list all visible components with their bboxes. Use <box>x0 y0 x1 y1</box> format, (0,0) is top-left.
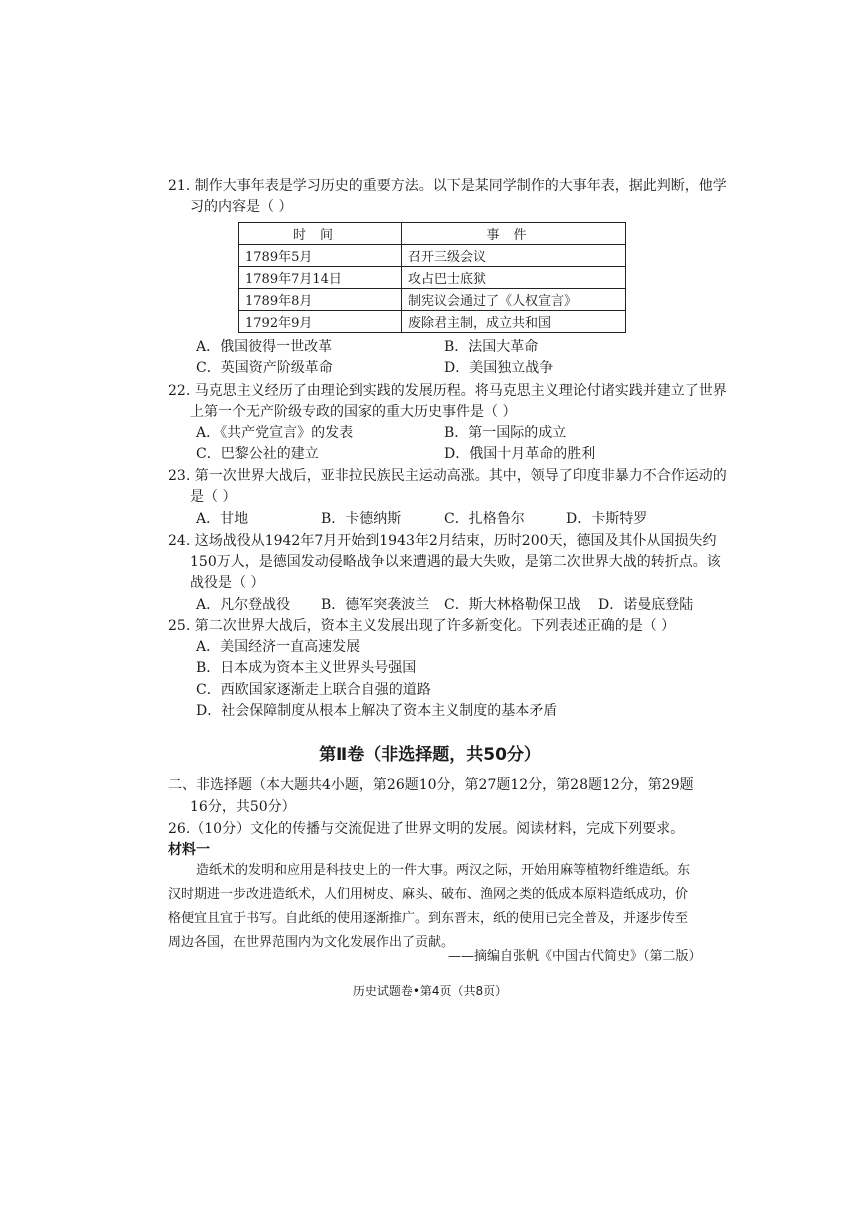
q23-option-d: D．卡斯特罗 <box>566 511 648 527</box>
q23-stem-line2: 是（ ） <box>190 489 237 505</box>
material-source: ——摘编自张帆《中国古代简史》（第二版） <box>448 949 702 964</box>
q26-stem: 26.（10分）文化的传播与交流促进了世界文明的发展。阅读材料，完成下列要求。 <box>168 821 685 837</box>
q21-stem-line1: 21. 制作大事年表是学习历史的重要方法。以下是某同学制作的大事年表，据此判断，他学 <box>168 178 727 194</box>
table-cell-event: 攻占巴士底狱 <box>402 267 626 289</box>
table-row <box>239 245 626 267</box>
q21-stem-line2: 习的内容是（ ） <box>190 199 293 215</box>
section-ii-heading-line1: 二、非选择题（本大题共4小题，第26题10分，第27题12分，第28题12分，第29题 <box>168 777 694 793</box>
q21-option-c: C．英国资产阶级革命 <box>196 360 333 376</box>
q25-option-b: B．日本成为资本主义世界头号强国 <box>196 660 417 676</box>
section-ii-heading-line2: 16分，共50分） <box>190 799 296 815</box>
table-cell-event: 召开三级会议 <box>402 245 626 267</box>
q25-option-d: D．社会保障制度从根本上解决了资本主义制度的基本矛盾 <box>196 703 558 719</box>
q21-option-d: D．美国独立战争 <box>444 360 554 376</box>
q21-option-b: B．法国大革命 <box>444 339 539 355</box>
material-text-line2: 汉时期进一步改进造纸术，人们用树皮、麻头、破布、渔网之类的低成本原料造纸成功，价 <box>168 887 689 902</box>
q22-option-b: B．第一国际的成立 <box>444 425 567 441</box>
q22-stem-line1: 22. 马克思主义经历了由理论到实践的发展历程。将马克思主义理论付诸实践并建立了世界 <box>168 383 727 399</box>
q22-option-d: D．俄国十月革命的胜利 <box>444 446 596 462</box>
q22-stem-line2: 上第一个无产阶级专政的国家的重大历史事件是（ ） <box>190 404 517 420</box>
q25-option-a: A．美国经济一直高速发展 <box>196 639 361 655</box>
table-row <box>239 311 626 333</box>
table-cell-time: 1789年5月 <box>239 245 402 267</box>
material-text-line4: 周边各国，在世界范围内为文化发展作出了贡献。 <box>168 935 455 950</box>
q25-option-c: C．西欧国家逐渐走上联合自强的道路 <box>196 682 431 698</box>
q23-option-a: A．甘地 <box>196 511 249 527</box>
table-cell-time: 1789年8月 <box>239 289 402 311</box>
table-header-event: 事件 <box>402 223 626 245</box>
table-cell-time: 1789年7月14日 <box>239 267 402 289</box>
table-row <box>239 289 626 311</box>
table-header-time: 时间 <box>239 223 402 245</box>
q25-stem-line1: 25. 第二次世界大战后，资本主义发展出现了许多新变化。下列表述正确的是（ ） <box>168 618 676 634</box>
table-cell-event: 制宪议会通过了《人权宣言》 <box>402 289 626 311</box>
table-cell-event: 废除君主制，成立共和国 <box>402 311 626 333</box>
page-footer: 历史试题卷•第4页（共8页） <box>352 984 508 998</box>
q22-option-c: C．巴黎公社的建立 <box>196 446 319 462</box>
q24-option-a: A．凡尔登战役 <box>196 597 291 613</box>
material-text-line1: 造纸术的发明和应用是科技史上的一件大事。两汉之际，开始用麻等植物纤维造纸。东 <box>196 863 691 878</box>
q24-option-d: D．诺曼底登陆 <box>598 597 694 613</box>
table-header-row <box>239 223 626 245</box>
table-row <box>239 267 626 289</box>
table-cell-time: 1792年9月 <box>239 311 402 333</box>
q24-option-b: B．德军突袭波兰 <box>321 597 430 613</box>
q23-option-b: B．卡德纳斯 <box>321 511 402 527</box>
q23-stem-line1: 23. 第一次世界大战后，亚非拉民族民主运动高涨。其中，领导了印度非暴力不合作运动的 <box>168 468 727 484</box>
material-one-label: 材料一 <box>168 842 210 858</box>
events-timeline-table <box>238 222 626 333</box>
q21-option-a: A．俄国彼得一世改革 <box>196 339 333 355</box>
q24-option-c: C．斯大林格勒保卫战 <box>444 597 581 613</box>
q24-stem-line1: 24. 这场战役从1942年7月开始到1943年2月结束，历时200天，德国及其仆从国损失约 <box>168 533 717 549</box>
q24-stem-line3: 战役是（ ） <box>190 575 265 591</box>
q23-option-c: C．扎格鲁尔 <box>444 511 525 527</box>
q24-stem-line2: 150万人，是德国发动侵略战争以来遭遇的最大失败，是第二次世界大战的转折点。该 <box>190 554 721 570</box>
section-ii-title: 第Ⅱ卷（非选择题，共50分） <box>319 745 541 765</box>
q22-option-a: A．《共产党宣言》的发表 <box>196 425 354 441</box>
material-text-line3: 格便宜且宜于书写。自此纸的使用逐渐推广。到东晋末，纸的使用已完全普及，并逐步传至 <box>168 911 689 926</box>
